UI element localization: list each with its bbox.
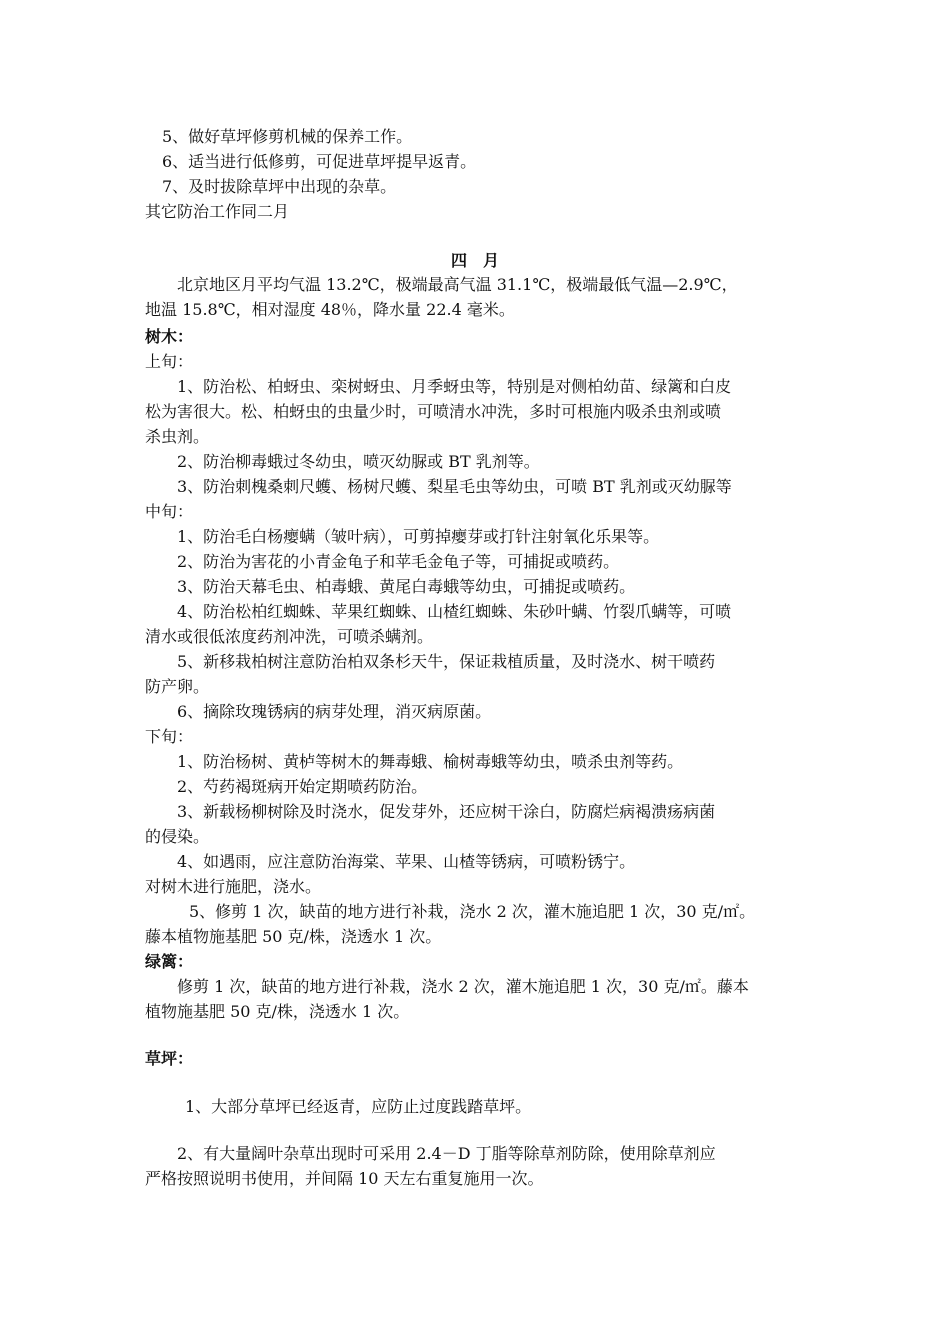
early-line: 1、防治松、柏蚜虫、栾树蚜虫、月季蚜虫等，特别是对侧柏幼苗、绿篱和白皮 (177, 377, 732, 396)
late-line: 2、芍药褐斑病开始定期喷药防治。 (177, 777, 428, 796)
intro-line: 7、及时拔除草坪中出现的杂草。 (162, 177, 397, 196)
late-line: 3、新载杨柳树除及时浇水，促发芽外，还应树干涂白，防腐烂病褐溃疡病菌 (177, 802, 716, 821)
lawn-heading: 草坪： (145, 1049, 194, 1068)
lawn-line: 严格按照说明书使用，并间隔 10 天左右重复施用一次。 (145, 1169, 544, 1188)
intro-line: 5、做好草坪修剪机械的保养工作。 (162, 127, 413, 146)
mid-label: 中旬： (145, 502, 194, 521)
hedge-heading: 绿篱： (145, 952, 194, 971)
mid-line: 清水或很低浓度药剂冲洗，可喷杀螨剂。 (145, 627, 434, 646)
intro-line: 其它防治工作同二月 (145, 202, 290, 221)
mid-line: 6、摘除玫瑰锈病的病芽处理，消灭病原菌。 (177, 702, 492, 721)
early-line: 2、防治柳毒蛾过冬幼虫，喷灭幼脲或 BT 乳剂等。 (177, 452, 540, 471)
late-label: 下旬： (145, 727, 194, 746)
hedge-line: 修剪 1 次，缺苗的地方进行补栽，浇水 2 次，灌木施追肥 1 次，30 克/㎡。藤本 (177, 977, 749, 996)
late-line: 5、修剪 1 次，缺苗的地方进行补栽，浇水 2 次，灌木施追肥 1 次，30 克/㎡。 (189, 902, 756, 921)
trees-heading: 树木： (145, 327, 194, 346)
late-line: 4、如遇雨，应注意防治海棠、苹果、山楂等锈病，可喷粉锈宁。 (177, 852, 636, 871)
climate-line: 地温 15.8℃，相对湿度 48％，降水量 22.4 毫米。 (145, 300, 515, 319)
climate-line: 北京地区月平均气温 13.2℃，极端最高气温 31.1℃，极端最低气温—2.9℃， (177, 275, 738, 294)
mid-line: 防产卵。 (145, 677, 210, 696)
mid-line: 2、防治为害花的小青金龟子和苹毛金龟子等，可捕捉或喷药。 (177, 552, 620, 571)
mid-line: 1、防治毛白杨瘿螨（皱叶病），可剪掉瘿芽或打针注射氧化乐果等。 (177, 527, 660, 546)
early-line: 3、防治刺槐桑刺尺蠖、杨树尺蠖、梨星毛虫等幼虫，可喷 BT 乳剂或灭幼脲等 (177, 477, 732, 496)
late-line: 藤本植物施基肥 50 克/株，浇透水 1 次。 (145, 927, 442, 946)
lawn-line: 1、大部分草坪已经返青，应防止过度践踏草坪。 (185, 1097, 532, 1116)
month-title: 四 月 (450, 251, 499, 270)
hedge-line: 植物施基肥 50 克/株，浇透水 1 次。 (145, 1002, 410, 1021)
mid-line: 5、新移栽柏树注意防治柏双条杉天牛，保证栽植质量，及时浇水、树干喷药 (177, 652, 716, 671)
late-line: 1、防治杨树、黄栌等树木的舞毒蛾、榆树毒蛾等幼虫，喷杀虫剂等药。 (177, 752, 684, 771)
early-label: 上旬： (145, 352, 194, 371)
early-line: 杀虫剂。 (145, 427, 210, 446)
mid-line: 3、防治天幕毛虫、柏毒蛾、黄尾白毒蛾等幼虫，可捕捉或喷药。 (177, 577, 636, 596)
intro-line: 6、适当进行低修剪，可促进草坪提早返青。 (162, 152, 477, 171)
early-line: 松为害很大。松、柏蚜虫的虫量少时，可喷清水冲洗，多时可根施内吸杀虫剂或喷 (145, 402, 722, 421)
lawn-line: 2、有大量阔叶杂草出现时可采用 2.4－D 丁脂等除草剂防除，使用除草剂应 (177, 1144, 716, 1163)
late-line: 对树木进行施肥，浇水。 (145, 877, 322, 896)
late-line: 的侵染。 (145, 827, 210, 846)
mid-line: 4、防治松柏红蜘蛛、苹果红蜘蛛、山楂红蜘蛛、朱砂叶螨、竹裂爪螨等，可喷 (177, 602, 732, 621)
